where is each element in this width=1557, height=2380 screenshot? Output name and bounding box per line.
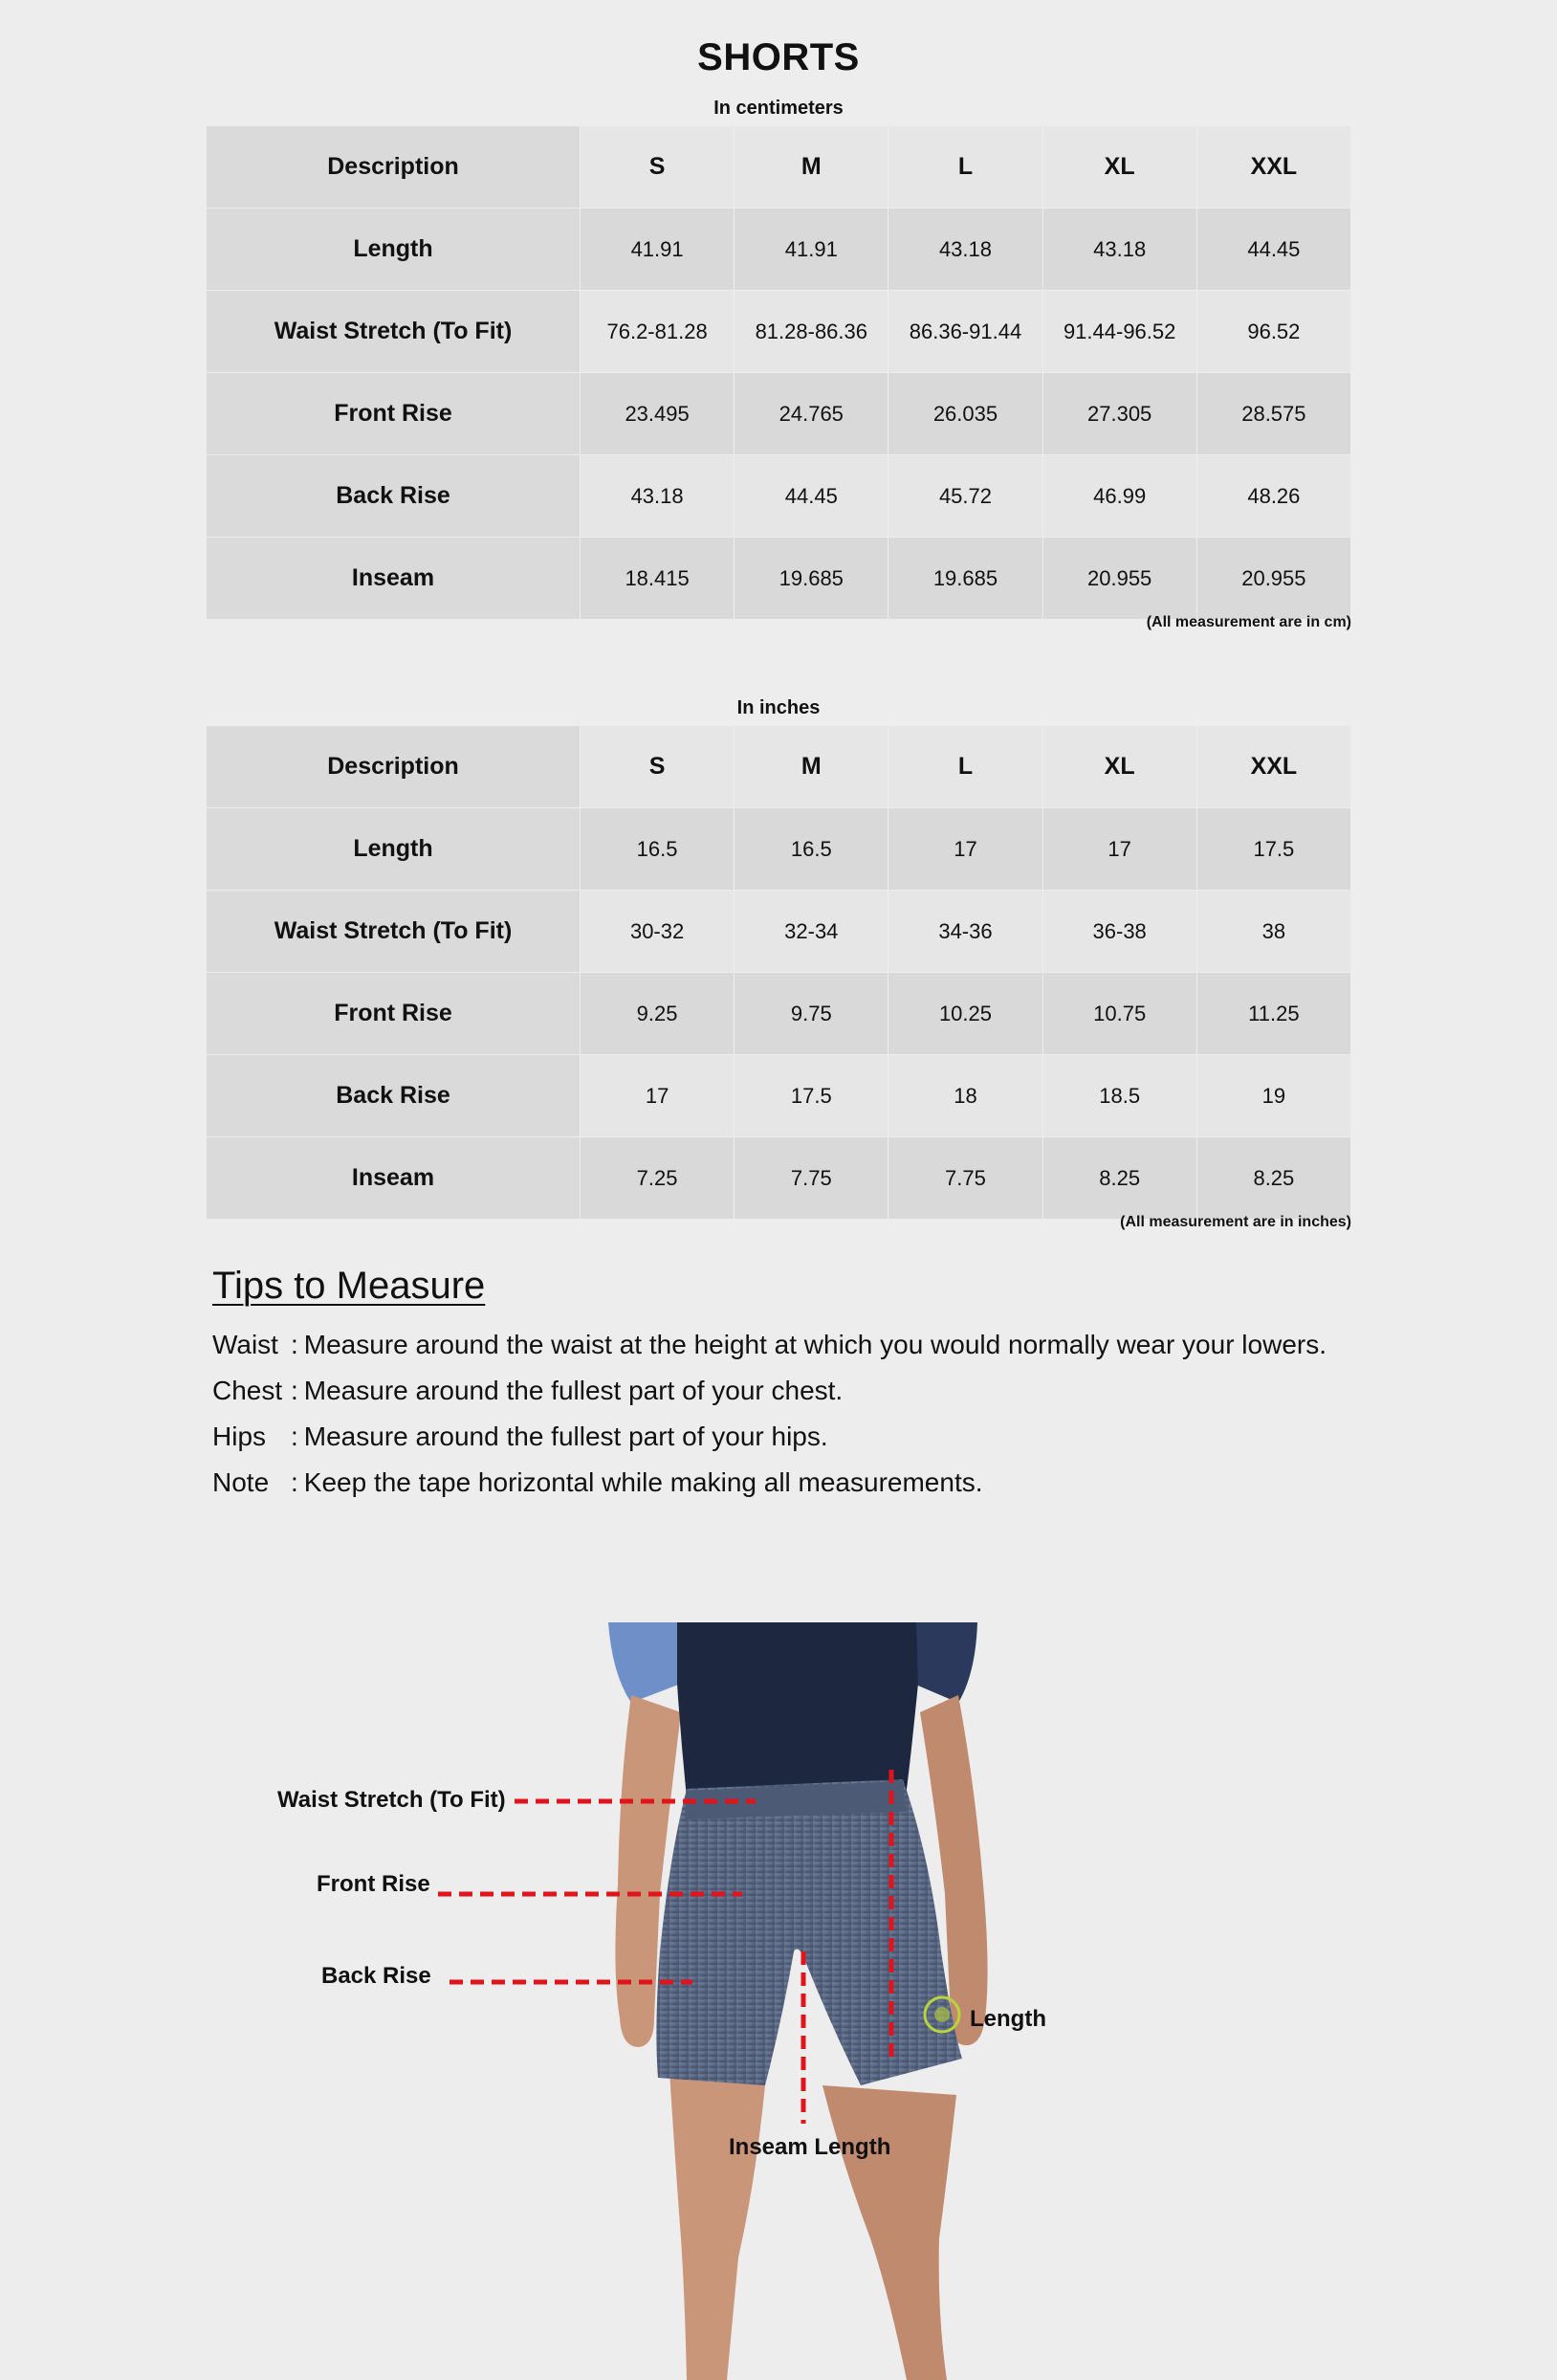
header-cell: L [888,726,1042,808]
table-cell: 17 [1042,808,1196,891]
waist-stretch-label: Waist Stretch (To Fit) [277,1787,506,1813]
table-cell: 18.5 [1042,1055,1196,1137]
table-cell: 10.25 [888,973,1042,1055]
measurement-figure [0,1569,1557,2380]
header-cell: S [581,126,735,209]
table-cell: 19 [1196,1055,1350,1137]
header-cell: M [735,126,888,209]
table-cell: 17 [888,808,1042,891]
table-cell: 32-34 [735,891,888,973]
table-cell: 44.45 [1196,209,1350,291]
header-cell: XL [1042,726,1196,808]
table-row [207,538,1351,620]
table-row [207,291,1351,373]
tip-chest: Chest : Measure around the fullest part of your chest. [212,1376,844,1405]
table-cell: 18 [888,1055,1042,1137]
table-cell: 41.91 [735,209,888,291]
table-row [207,209,1351,291]
sleeve-right [913,1622,977,1703]
table-cell: 18.415 [581,538,735,620]
sleeve-left [608,1622,681,1703]
length-label: Length [970,2006,1046,2032]
model-illustration [0,1569,1557,2380]
tips-title: Tips to Measure [212,1265,486,1307]
tip-hips: Hips : Measure around the fullest part of your hips. [212,1421,828,1451]
tip-label: Hips [212,1421,267,1451]
tip-note: Note : Keep the tape horizontal while making all measurements. [212,1467,983,1497]
table-cell: 23.495 [581,373,735,455]
table-cell: 9.75 [735,973,888,1055]
row-label: Inseam [207,1137,581,1220]
table-cell: 20.955 [1196,538,1350,620]
row-label: Front Rise [207,373,581,455]
table-cell: 46.99 [1042,455,1196,538]
tip-text: Measure around the fullest part of your chest. [303,1376,844,1405]
header-cell: Description [207,726,581,808]
inch-table-note: (All measurement are in inches) [1120,1214,1351,1230]
inch-size-table [206,725,1351,1220]
row-label: Back Rise [207,1055,581,1137]
row-label: Back Rise [207,455,581,538]
tip-label: Waist [212,1330,278,1359]
header-cell: M [735,726,888,808]
table-cell: 7.75 [735,1137,888,1220]
table-cell: 17.5 [1196,808,1350,891]
table-cell: 36-38 [1042,891,1196,973]
tip-waist: Waist : Measure around the waist at the height at which you would normally wear your lowers. [212,1330,1327,1359]
shorts [656,1779,962,2085]
cm-size-table [206,125,1351,620]
header-cell: XXL [1196,126,1350,209]
table-cell: 91.44-96.52 [1042,291,1196,373]
table-cell: 19.685 [888,538,1042,620]
table-cell: 28.575 [1196,373,1350,455]
tshirt [677,1622,918,1798]
table-cell: 9.25 [581,973,735,1055]
tip-text: Measure around the waist at the height at which you would normally wear your lowers. [303,1330,1327,1359]
table-row [207,1137,1351,1220]
table-cell: 41.91 [581,209,735,291]
table-cell: 48.26 [1196,455,1350,538]
table-cell: 8.25 [1042,1137,1196,1220]
header-cell: XL [1042,126,1196,209]
row-label: Length [207,808,581,891]
row-label: Waist Stretch (To Fit) [207,291,581,373]
table-cell: 43.18 [1042,209,1196,291]
table-cell: 17 [581,1055,735,1137]
cm-table-caption: In centimeters [713,98,844,119]
table-cell: 11.25 [1196,973,1350,1055]
table-cell: 19.685 [735,538,888,620]
table-cell: 8.25 [1196,1137,1350,1220]
back-rise-label: Back Rise [321,1963,431,1989]
tip-text: Keep the tape horizontal while making all measurements. [303,1467,983,1497]
inseam-length-label: Inseam Length [729,2134,891,2160]
table-cell: 10.75 [1042,973,1196,1055]
header-cell: XXL [1196,726,1350,808]
header-cell: S [581,726,735,808]
table-row [207,891,1351,973]
row-label: Inseam [207,538,581,620]
cm-table-note: (All measurement are in cm) [1146,614,1351,630]
table-cell: 45.72 [888,455,1042,538]
inch-table-caption: In inches [736,697,821,718]
row-label: Length [207,209,581,291]
table-cell: 20.955 [1042,538,1196,620]
table-cell: 24.765 [735,373,888,455]
table-cell: 17.5 [735,1055,888,1137]
table-cell: 16.5 [581,808,735,891]
header-cell: Description [207,126,581,209]
tip-text: Measure around the fullest part of your hips. [303,1421,828,1451]
row-label: Waist Stretch (To Fit) [207,891,581,973]
table-row [207,808,1351,891]
table-row [207,455,1351,538]
table-cell: 34-36 [888,891,1042,973]
leg-left [669,2071,765,2380]
table-cell: 30-32 [581,891,735,973]
header-cell: L [888,126,1042,209]
table-row [207,973,1351,1055]
front-rise-label: Front Rise [317,1871,430,1897]
table-row [207,1055,1351,1137]
table-header-row [207,726,1351,808]
leg-right [822,2085,956,2380]
table-cell: 44.45 [735,455,888,538]
table-header-row [207,126,1351,209]
table-cell: 16.5 [735,808,888,891]
table-cell: 81.28-86.36 [735,291,888,373]
table-cell: 7.75 [888,1137,1042,1220]
table-cell: 26.035 [888,373,1042,455]
table-cell: 7.25 [581,1137,735,1220]
table-cell: 76.2-81.28 [581,291,735,373]
table-row [207,373,1351,455]
row-label: Front Rise [207,973,581,1055]
table-cell: 86.36-91.44 [888,291,1042,373]
table-cell: 38 [1196,891,1350,973]
table-cell: 43.18 [888,209,1042,291]
tip-label: Note [212,1467,270,1497]
table-cell: 43.18 [581,455,735,538]
page-title: SHORTS [697,36,860,78]
table-cell: 96.52 [1196,291,1350,373]
table-cell: 27.305 [1042,373,1196,455]
tip-label: Chest [212,1376,283,1405]
